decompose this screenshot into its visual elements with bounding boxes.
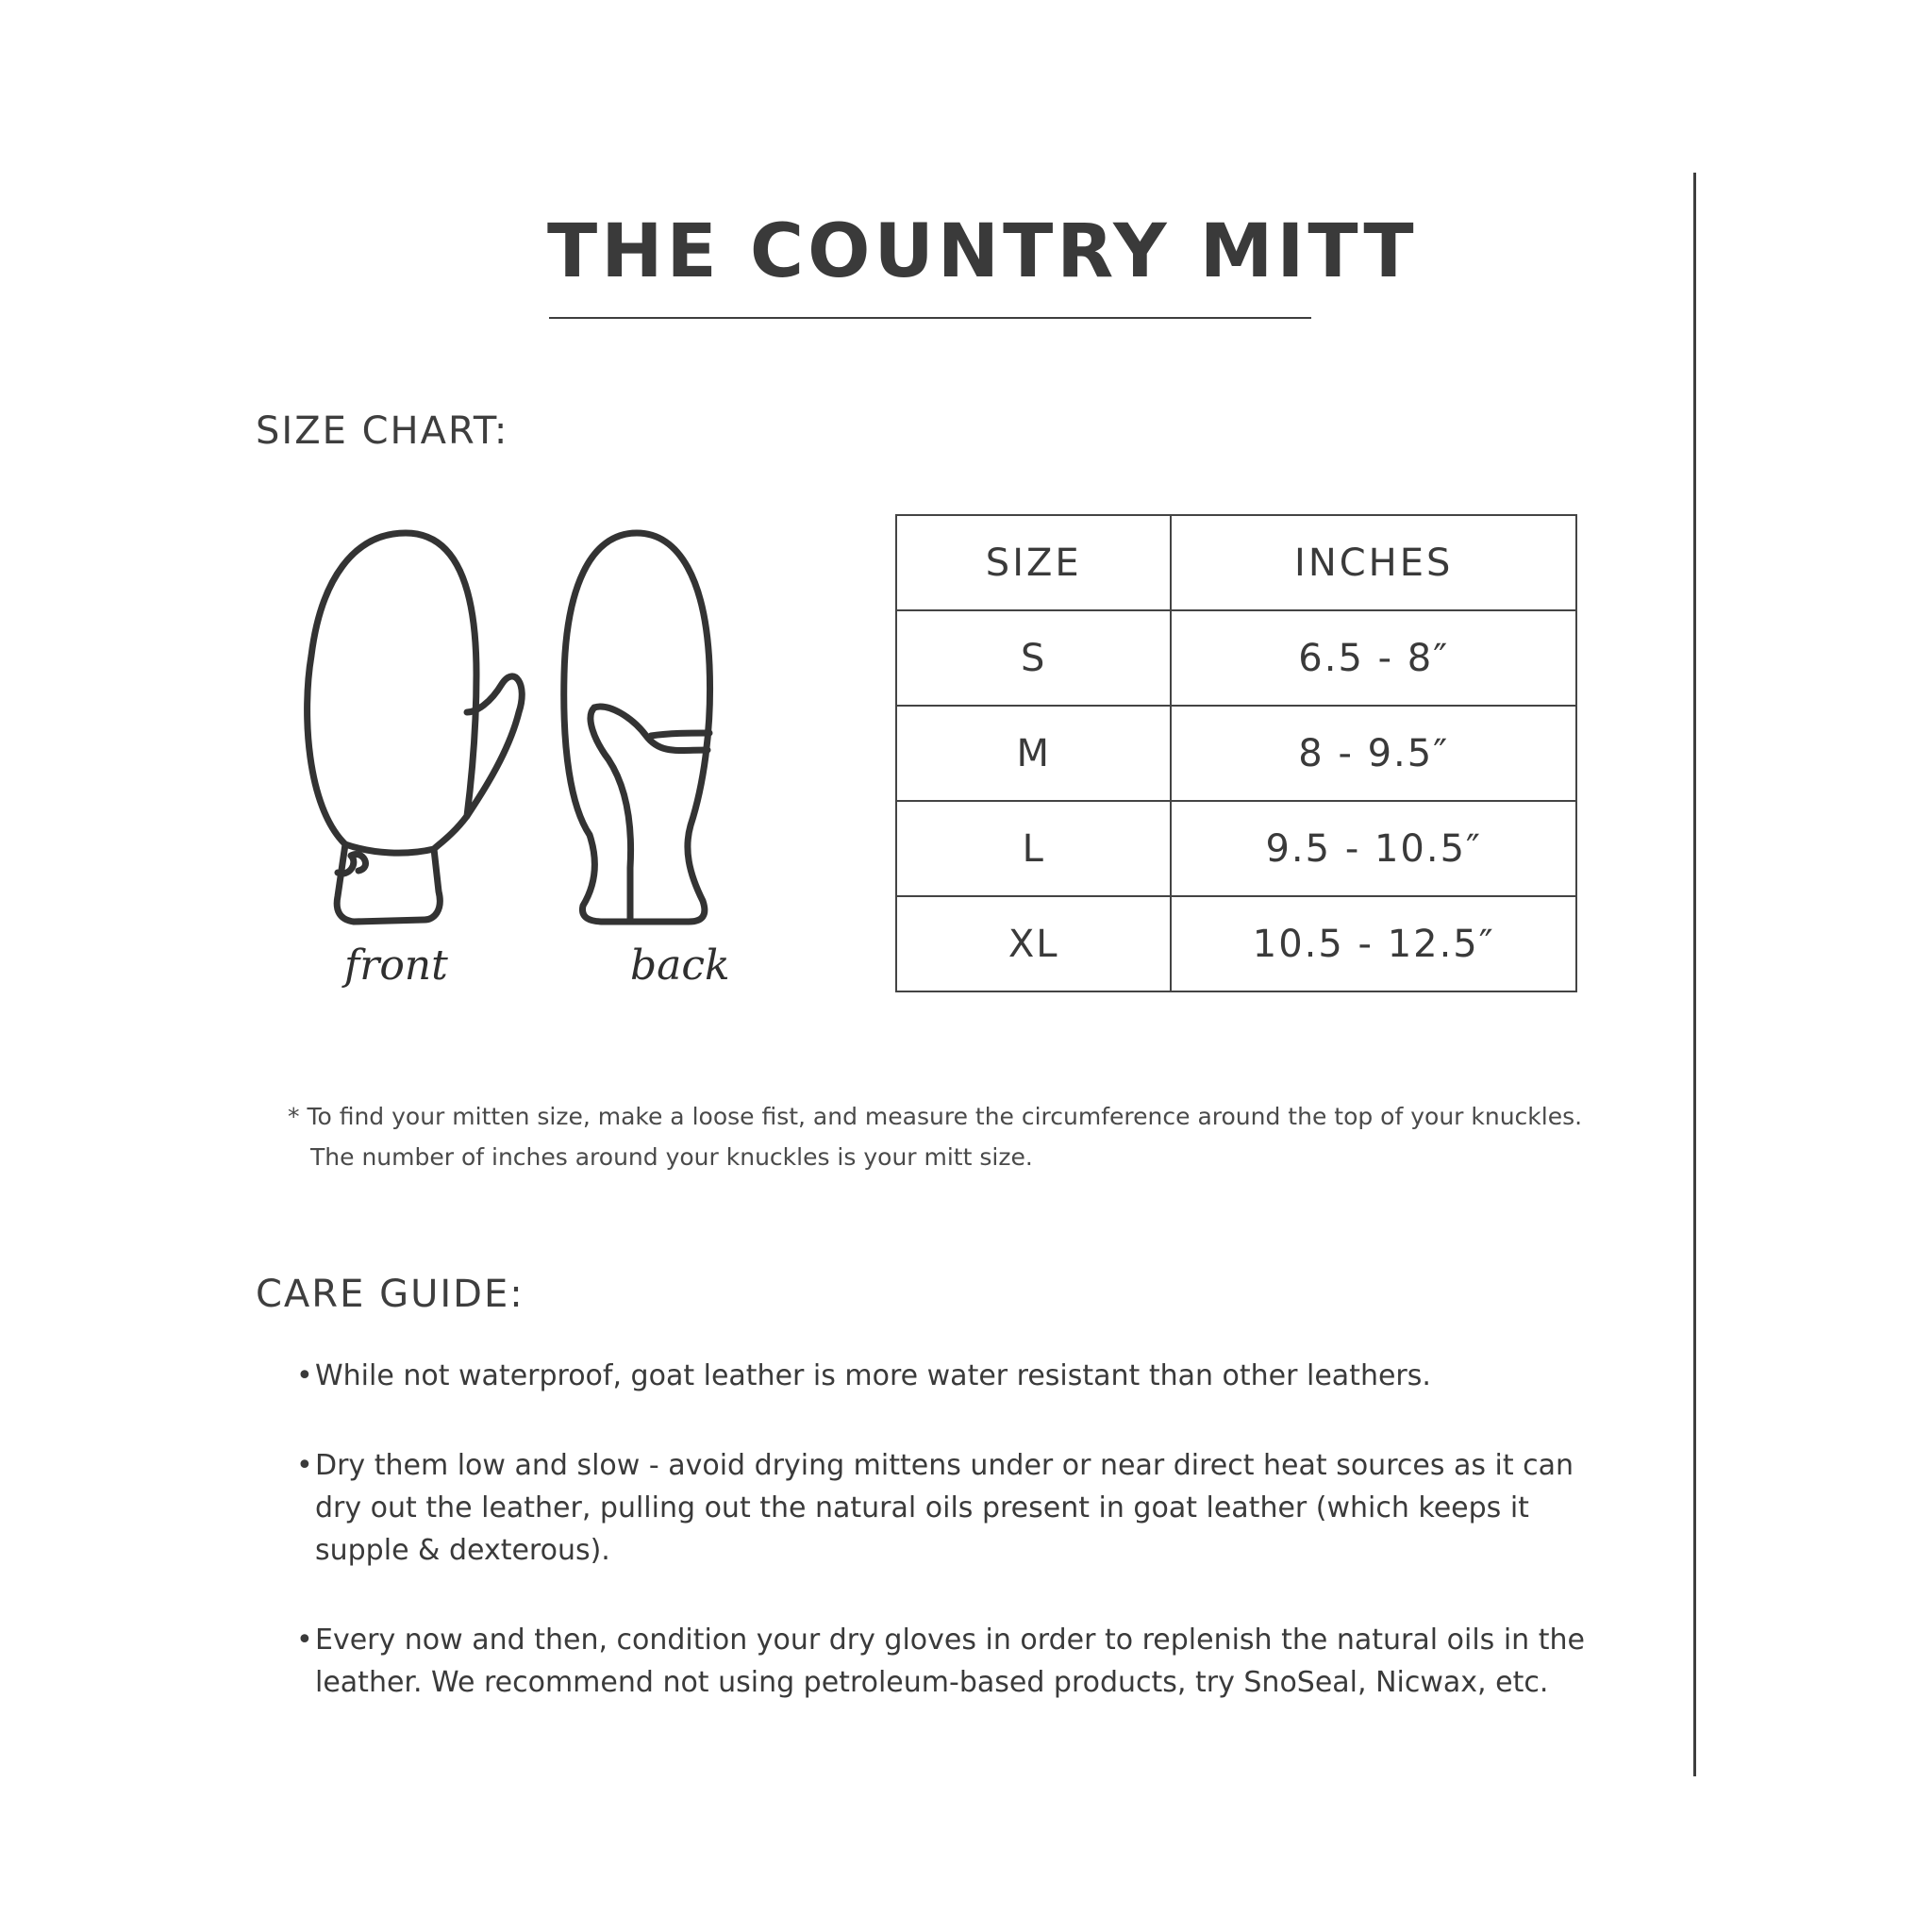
list-item — [296, 1355, 1589, 1397]
right-divider-line — [1693, 173, 1696, 1776]
list-item — [296, 1619, 1589, 1704]
care-item-text: Every now and then, condition your dry gloves in order to replenish the natural oils in the leather. We recommend not using petroleum-based products, try SnoSeal, Nicwax, etc. — [315, 1624, 1585, 1699]
mitten-illustration — [283, 524, 811, 1014]
bullet-icon: • — [296, 1359, 313, 1392]
care-item-text: While not waterproof, goat leather is more water resistant than other leathers. — [315, 1359, 1431, 1392]
front-label: front — [344, 941, 448, 990]
care-item-text: Dry them low and slow - avoid drying mittens under or near direct heat sources as it can dry out the leather, pulling out the natural oils present in goat leather (which keeps it supple & dexterous). — [315, 1449, 1574, 1567]
care-guide-list — [296, 1355, 1589, 1751]
page-title: THE COUNTRY MITT — [547, 209, 1418, 294]
size-cell: L — [896, 801, 1171, 896]
mitten-front-icon — [308, 533, 523, 922]
sizing-footnote — [288, 1096, 1608, 1177]
inches-cell: 9.5 - 10.5″ — [1171, 801, 1576, 896]
footnote-line-2: The number of inches around your knuckles is your mitt size. — [310, 1143, 1033, 1171]
back-label: back — [630, 941, 730, 990]
inches-cell: 8 - 9.5″ — [1171, 706, 1576, 801]
table-row — [896, 610, 1576, 706]
table-header-row — [896, 515, 1576, 610]
list-item — [296, 1444, 1589, 1572]
header-size: SIZE — [896, 515, 1171, 610]
footnote-line-1: * To find your mitten size, make a loose fist, and measure the circumference around the top of your knuckles. — [288, 1103, 1583, 1130]
inches-cell: 6.5 - 8″ — [1171, 610, 1576, 706]
size-cell: S — [896, 610, 1171, 706]
table-row — [896, 801, 1576, 896]
title-underline — [549, 317, 1311, 319]
size-chart-table — [895, 514, 1577, 992]
size-cell: M — [896, 706, 1171, 801]
header-inches: INCHES — [1171, 515, 1576, 610]
size-cell: XL — [896, 896, 1171, 991]
bullet-icon: • — [296, 1624, 313, 1657]
inches-cell: 10.5 - 12.5″ — [1171, 896, 1576, 991]
mitten-back-icon — [564, 533, 710, 922]
table-row — [896, 896, 1576, 991]
table-row — [896, 706, 1576, 801]
bullet-icon: • — [296, 1449, 313, 1482]
size-chart-heading: SIZE CHART: — [256, 409, 509, 453]
care-guide-heading: CARE GUIDE: — [256, 1273, 525, 1316]
